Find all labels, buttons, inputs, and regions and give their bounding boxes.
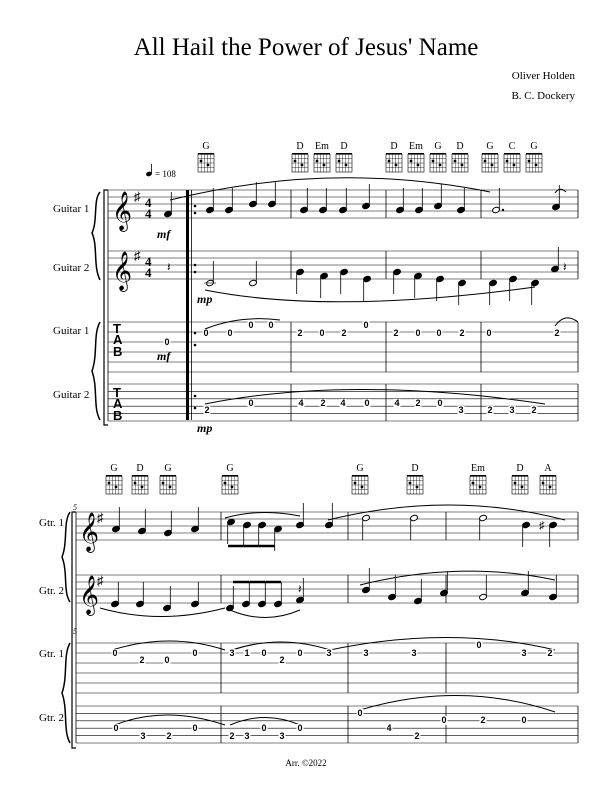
chord-dot xyxy=(542,482,545,485)
treble-clef-icon: 𝄞 xyxy=(79,577,100,614)
tab-number: 2 xyxy=(166,731,172,741)
chord-dot xyxy=(409,482,412,485)
staff-brace xyxy=(92,192,100,280)
tab-number: 0 xyxy=(363,320,369,330)
time-signature-top: 4 xyxy=(145,254,152,269)
score-title: All Hail the Power of Jesus' Name xyxy=(133,34,479,61)
tab-number: 4 xyxy=(394,398,400,408)
tab-number: 2 xyxy=(139,655,145,665)
chord-dot xyxy=(207,164,210,167)
chord-name: D xyxy=(516,463,524,474)
tab-number: 2 xyxy=(554,328,560,338)
tab-number: 4 xyxy=(386,723,392,733)
tab-number: 3 xyxy=(326,648,332,658)
chord-nut xyxy=(386,153,402,155)
augmentation-dot xyxy=(502,209,504,211)
slur xyxy=(115,715,225,725)
quarter-rest-icon: 𝄽 xyxy=(167,260,171,274)
chord-nut xyxy=(470,475,486,477)
chord-nut xyxy=(407,475,423,477)
tab-letter-a: A xyxy=(113,396,123,411)
tab-number: 3 xyxy=(363,648,369,658)
sharp-accidental-icon: ♯ xyxy=(539,520,545,532)
tab-number: 2 xyxy=(341,328,347,338)
chord-dot xyxy=(410,160,413,163)
tab-numbers-system2 xyxy=(112,640,554,741)
chord-nut xyxy=(106,475,122,477)
dynamic-mf: mf xyxy=(157,227,171,241)
instrument-label-gtr2: Gtr. 2 xyxy=(39,585,65,597)
chord-dot xyxy=(115,486,118,489)
chord-nut xyxy=(336,153,352,155)
chord-dot xyxy=(134,482,137,485)
tab-number: 2 xyxy=(204,405,210,415)
copyright-footer: Arr. ©2022 xyxy=(285,758,327,768)
tab-number: 0 xyxy=(486,328,492,338)
chord-dot xyxy=(316,160,319,163)
instrument-label-gtr1: Gtr. 1 xyxy=(39,517,65,529)
staff-lines-system1 xyxy=(108,190,578,421)
tab-number: 2 xyxy=(414,731,420,741)
measure-number: 5 xyxy=(73,503,77,512)
tab-number: 0 xyxy=(261,723,267,733)
tab-number: 0 xyxy=(164,337,170,347)
tab-number: 3 xyxy=(521,648,527,658)
chord-name: G xyxy=(164,463,172,474)
treble-clef-icon: 𝄞 xyxy=(79,514,100,551)
chord-dot xyxy=(416,486,419,489)
chord-dot xyxy=(439,164,442,167)
instrument-label-guitar2: Guitar 2 xyxy=(53,262,90,274)
staff-lines-system2 xyxy=(76,512,578,743)
slur xyxy=(100,608,225,617)
chord-dot xyxy=(484,160,487,163)
tab-letter-t: T xyxy=(113,321,121,336)
tab-number: 2 xyxy=(229,731,235,741)
slur xyxy=(360,571,555,585)
tab-number: 3 xyxy=(140,731,146,741)
chord-dot xyxy=(294,160,297,163)
tab-brace xyxy=(92,322,100,420)
tab-number: 0 xyxy=(521,715,527,725)
tab-number: 0 xyxy=(268,320,274,330)
dynamic-mp: mp xyxy=(197,421,213,435)
tab-number: 2 xyxy=(487,405,493,415)
repeat-start-barline xyxy=(186,190,196,420)
tab-number: 0 xyxy=(112,648,118,658)
chord-nut xyxy=(526,153,542,155)
chord-dot xyxy=(361,486,364,489)
chord-dot xyxy=(345,164,348,167)
system-bracket xyxy=(104,190,108,425)
tab-number: 3 xyxy=(229,648,235,658)
tab-number: 2 xyxy=(320,398,326,408)
slur xyxy=(225,512,300,518)
chord-nut xyxy=(430,153,446,155)
quarter-rest-icon: 𝄽 xyxy=(563,260,567,274)
tab-number: 2 xyxy=(415,398,421,408)
chord-dot xyxy=(417,164,420,167)
chord-dot xyxy=(141,486,144,489)
tab-number: 0 xyxy=(227,328,233,338)
composer-credit: Oliver Holden xyxy=(511,70,575,82)
chord-name: G xyxy=(434,141,442,152)
chord-dot xyxy=(513,164,516,167)
instrument-label-tab-guitar2: Guitar 2 xyxy=(53,389,90,401)
slur xyxy=(360,695,555,712)
chord-dot xyxy=(354,482,357,485)
chord-diagrams-system1 xyxy=(198,141,542,172)
chord-dot xyxy=(301,164,304,167)
tab-number: 0 xyxy=(364,398,370,408)
tab-number: 2 xyxy=(279,655,285,665)
sharp-key-signature-icon: ♯ xyxy=(134,248,141,263)
time-signature-bottom: 4 xyxy=(145,206,152,221)
chord-nut xyxy=(314,153,330,155)
instrument-label-tab-gtr1: Gtr. 1 xyxy=(39,648,65,660)
chord-name: D xyxy=(411,463,419,474)
slur xyxy=(205,287,535,302)
tab-number: 2 xyxy=(547,648,553,658)
tab-number: 3 xyxy=(458,405,464,415)
chord-name: D xyxy=(340,141,348,152)
slur xyxy=(230,610,300,618)
chord-dot xyxy=(535,164,538,167)
tab-letter-b: B xyxy=(113,408,123,423)
tab-number: 0 xyxy=(441,715,447,725)
chord-name: D xyxy=(456,141,464,152)
chord-nut xyxy=(408,153,424,155)
chord-nut xyxy=(198,153,214,155)
chord-nut xyxy=(132,475,148,477)
chord-name: Em xyxy=(471,463,485,474)
tab-letter-b: B xyxy=(113,344,123,359)
slur xyxy=(112,641,225,650)
chord-dot xyxy=(432,160,435,163)
tab-number: 0 xyxy=(248,320,254,330)
tab-number: 0 xyxy=(297,723,303,733)
chord-nut xyxy=(482,153,498,155)
time-signature-top: 4 xyxy=(145,195,152,210)
tab-number: 0 xyxy=(203,328,209,338)
chord-nut xyxy=(540,475,556,477)
chord-dot xyxy=(472,482,475,485)
chord-name: G xyxy=(486,141,494,152)
chord-dot xyxy=(224,482,227,485)
chord-name: Em xyxy=(409,141,423,152)
chord-name: C xyxy=(508,141,516,152)
tab-number: 0 xyxy=(415,328,421,338)
chord-dot xyxy=(491,164,494,167)
tab-number: 4 xyxy=(298,398,304,408)
tab-number: 2 xyxy=(480,715,486,725)
arranger-credit: B. C. Dockery xyxy=(511,90,575,102)
tab-number: 2 xyxy=(393,328,399,338)
tempo-marking: = 108 xyxy=(155,169,176,179)
chord-nut xyxy=(160,475,176,477)
chord-nut xyxy=(352,475,368,477)
tab-number: 0 xyxy=(436,328,442,338)
chord-name: D xyxy=(296,141,304,152)
chord-dot xyxy=(506,160,509,163)
tab-number: 0 xyxy=(297,648,303,658)
sharp-key-signature-icon: ♯ xyxy=(134,189,141,204)
chord-dot xyxy=(514,482,517,485)
time-signature-bottom: 4 xyxy=(145,265,152,280)
instrument-label-guitar1: Guitar 1 xyxy=(53,203,90,215)
tab-letter-t: T xyxy=(113,385,121,400)
tab-number: 0 xyxy=(357,708,363,718)
tab-number: 0 xyxy=(437,398,443,408)
quarter-rest-icon: 𝄽 xyxy=(298,582,302,596)
tab-number: 4 xyxy=(340,398,346,408)
tab-number: 3 xyxy=(279,731,285,741)
chord-dot xyxy=(395,164,398,167)
tab-number: 0 xyxy=(164,655,170,665)
chord-dot xyxy=(528,160,531,163)
chord-name: G xyxy=(226,463,234,474)
instrument-label-tab-gtr2: Gtr. 2 xyxy=(39,712,65,724)
chord-name: G xyxy=(530,141,538,152)
tab-number: 0 xyxy=(192,648,198,658)
notes-system2 xyxy=(111,503,558,612)
tab-number: 3 xyxy=(244,731,250,741)
chord-name: G xyxy=(202,141,210,152)
tab-number: 0 xyxy=(113,723,119,733)
chord-dot xyxy=(169,486,172,489)
chord-nut xyxy=(452,153,468,155)
dynamic-mf: mf xyxy=(157,349,171,363)
tab-letter-a: A xyxy=(113,332,123,347)
notes-system1 xyxy=(164,182,561,305)
tab-number: 3 xyxy=(411,648,417,658)
chord-dot xyxy=(479,486,482,489)
treble-clef-icon: 𝄞 xyxy=(112,193,133,230)
tab-number: 2 xyxy=(297,328,303,338)
dynamic-mp: mp xyxy=(197,292,213,306)
chord-name: D xyxy=(136,463,144,474)
chord-nut xyxy=(222,475,238,477)
chord-dot xyxy=(162,482,165,485)
chord-nut xyxy=(504,153,520,155)
chord-name: A xyxy=(544,463,552,474)
chord-dot xyxy=(200,160,203,163)
chord-dot xyxy=(231,486,234,489)
tab-number: 0 xyxy=(476,640,482,650)
chord-dot xyxy=(454,160,457,163)
chord-name: D xyxy=(390,141,398,152)
chord-dot xyxy=(338,160,341,163)
tab-number: 0 xyxy=(261,648,267,658)
sharp-key-signature-icon: ♯ xyxy=(97,510,104,525)
chord-dot xyxy=(461,164,464,167)
sharp-key-signature-icon: ♯ xyxy=(97,573,104,588)
chord-name: G xyxy=(110,463,118,474)
tab-number: 0 xyxy=(248,398,254,408)
slur xyxy=(170,178,490,200)
tab-number: 0 xyxy=(192,723,198,733)
chord-diagrams-system2 xyxy=(106,463,556,494)
chord-dot xyxy=(549,486,552,489)
chord-nut xyxy=(512,475,528,477)
chord-dot xyxy=(323,164,326,167)
chord-dot xyxy=(521,486,524,489)
tab-number: 2 xyxy=(459,328,465,338)
measure-number: 5 xyxy=(73,627,77,636)
chord-name: Em xyxy=(315,141,329,152)
tab-number: 0 xyxy=(319,328,325,338)
tab-number: 3 xyxy=(509,405,515,415)
chord-dot xyxy=(108,482,111,485)
chord-nut xyxy=(292,153,308,155)
tab-number: 2 xyxy=(531,405,537,415)
chord-dot xyxy=(388,160,391,163)
chord-name: G xyxy=(356,463,364,474)
instrument-label-tab-guitar1: Guitar 1 xyxy=(53,325,90,337)
treble-clef-icon: 𝄞 xyxy=(112,253,133,290)
tab-number: 1 xyxy=(244,648,250,658)
